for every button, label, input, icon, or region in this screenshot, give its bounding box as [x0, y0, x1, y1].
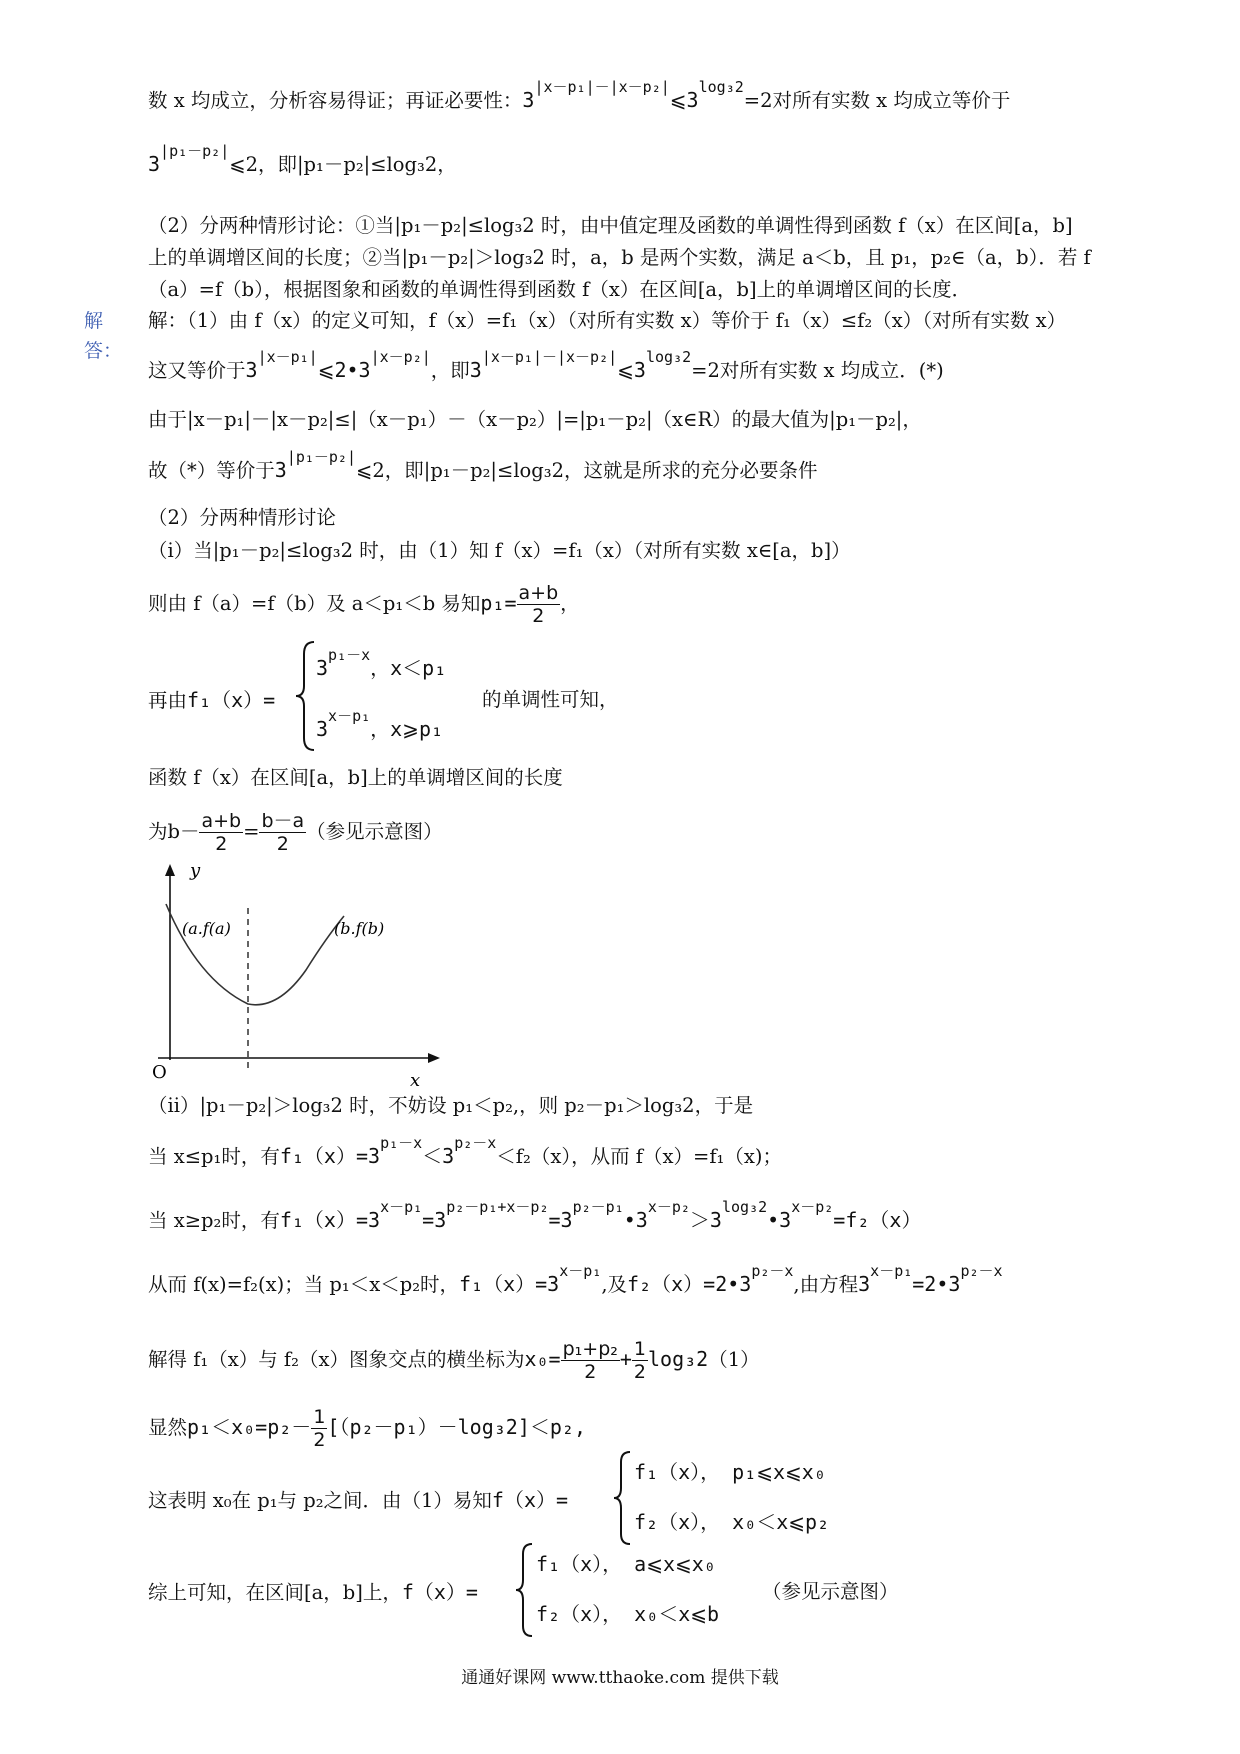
solution-line-3: 由于|x－p₁|－|x－p₂|≤|（x－p₁）－（x－p₂）|=|p₁－p₂|（x∈R）的最大值为|p₁－p₂|， [148, 408, 922, 431]
footer: 通通好课网 www.tthaoke.com 提供下载 [461, 1668, 779, 1688]
answer-label: 解答： [84, 310, 123, 362]
solution-line-11: （ii）|p₁－p₂|＞log₃2 时，不妨设 p₁＜p₂,，则 p₂－p₁＞log₃2，于是 [148, 1094, 754, 1117]
y-axis-arrow [165, 864, 175, 876]
left-brace [612, 1448, 634, 1548]
left-brace [514, 1540, 536, 1640]
solution-line-6: （i）当|p₁－p₂|≤log₃2 时，由（1）知 f（x）=f₁（x）（对所有实数 x∈[a，b]） [148, 539, 851, 562]
solution-line-15: 解得 f₁（x）与 f₂（x）图象交点的横坐标为x₀= $\frac{\text{p₁+p₂}}{2}$ + $\frac{1}{2}$ log₃2（1） [148, 1338, 760, 1383]
origin-label: O [152, 1062, 167, 1083]
function-sketch-figure [148, 860, 448, 1088]
fraction: $\frac{1}{2}$ [313, 1406, 326, 1451]
analysis-line-1: 数 x 均成立，分析容易得证；再证必要性：$3^{|x-p_1|-|x-p_2|}⩽3^{log_32}=2$对所有实数 x 均成立等价于 [148, 78, 1011, 112]
fraction: $\frac{a+b}{2}$ [201, 810, 242, 855]
fraction: $\frac{1}{2}$ [633, 1338, 647, 1383]
x-axis-arrow [428, 1053, 440, 1063]
solution-line-4: 故（*）等价于$3^{|p_1-p_2|}⩽2$，即|p₁－p₂|≤log₃2，这就是所求的充分必要条件 [148, 448, 818, 482]
solution-line-8-tail: 的单调性可知， [482, 688, 619, 711]
solution-line-18-tail: （参见示意图） [762, 1580, 899, 1603]
solution-line-16: 显然p₁＜x₀=p₂－ $\frac{1}{2}$ [（p₂－p₁）－log₃2]＜p₂, [148, 1406, 586, 1451]
analysis-line-2: $3^{|p_1-p_2|}⩽2$，即|p₁－p₂|≤log₃2， [148, 142, 457, 176]
solution-line-14: 从而 f(x)=f₂(x)；当 p₁＜x＜p₂时，$f_1(x)=3^{x-p_1}$,及$f_2(x)=2•3^{p_2-x}$,由方程$3^{x-p_1}=2•3^{p_2-x}$ [148, 1262, 1003, 1296]
solution-line-12: 当 x≤p₁时，有$f_1(x)=3^{p_1-x}<3^{p_2-x}<f_2(x)$，从而 f（x）=f₁（x)； [148, 1134, 782, 1168]
f-case-2: f₂（x）， x₀＜x⩽p₂ [634, 1510, 830, 1534]
solution-line-13: 当 x≥p₂时，有$f_1(x)=3^{x-p_1}=3^{p_2-p_1+x-p_2}=3^{p_2-p_1}•3^{x-p_2}>3^{log_32}•3^{x-p_2}=f_2(x)$ [148, 1198, 922, 1232]
point-a-label: (a.f(a) [182, 919, 231, 938]
analysis-line-5: （a）=f（b），根据图象和函数的单调性得到函数 f（x）在区间[a，b]上的单调增区间的长度． [148, 278, 972, 301]
f1-case-1: $3^{p_1-x}$，x＜p₁ [316, 646, 447, 680]
point-b-label: (b.f(b) [334, 919, 385, 938]
fraction: $\frac{\text{p₁+p₂}}{2}$ [562, 1338, 618, 1383]
solution-line-8-pre: 再由f₁（x）= [148, 688, 276, 712]
solution-line-17-pre: 这表明 x₀在 p₁与 p₂之间．由（1）易知f（x）= [148, 1488, 569, 1512]
solution-line-10: 为b－ $\frac{a+b}{2}$ = $\frac{b-a}{2}$ （参见示意图） [148, 810, 443, 855]
solution-line-18-pre: 综上可知，在区间[a，b]上，f（x）= [148, 1580, 478, 1604]
y-axis-label: y [190, 860, 201, 881]
analysis-line-4: 上的单调增区间的长度；②当|p₁－p₂|＞log₃2 时，a，b 是两个实数，满足 a＜b，且 p₁，p₂∈（a，b）．若 f [148, 246, 1091, 269]
fraction: $\frac{a+b}{2}$ [518, 582, 559, 627]
final-case-2: f₂（x）， x₀＜x⩽b [536, 1602, 720, 1626]
solution-line-5: （2）分两种情形讨论 [148, 506, 336, 529]
x-axis-label: x [410, 1070, 421, 1088]
solution-line-7: 则由 f（a）=f（b）及 a＜p₁＜b 易知p₁= $\frac{a+b}{2}$ ， [148, 582, 580, 627]
final-case-1: f₁（x）， a⩽x⩽x₀ [536, 1552, 716, 1576]
fraction: $\frac{b-a}{2}$ [261, 810, 305, 855]
f1-case-2: $3^{x-p_1}$，x⩾p₁ [316, 707, 444, 741]
solution-line-1: 解：（1）由 f（x）的定义可知，f（x）=f₁（x）（对所有实数 x）等价于 f₁（x）≤f₂（x）（对所有实数 x） [148, 309, 1067, 332]
f-case-1: f₁（x）， p₁⩽x⩽x₀ [634, 1460, 826, 1484]
solution-line-2: 这又等价于$3^{|x-p_1|}⩽2•3^{|x-p_2|}$，即$3^{|x-p_1|-|x-p_2|}⩽3^{log_32}=2$对所有实数 x 均成立．(*) [148, 348, 944, 382]
analysis-line-3: （2）分两种情形讨论：①当|p₁－p₂|≤log₃2 时，由中值定理及函数的单调性得到函数 f（x）在区间[a，b] [148, 214, 1073, 237]
solution-line-9: 函数 f（x）在区间[a，b]上的单调增区间的长度 [148, 766, 563, 789]
left-brace [294, 638, 318, 754]
